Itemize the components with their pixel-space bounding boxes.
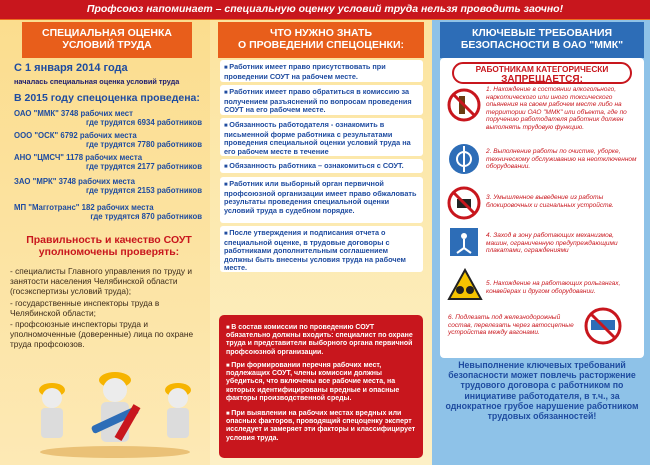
red-item-text: При формировании перечня рабочих мест, подлежащих СОУТ, члены комиссии должны убедиться, что включены все рабочие места, на которых идентифицированы вредные и опасные факторы производственной среды. bbox=[226, 362, 400, 402]
check-item: - специалисты Главного управления по труду и занятости населения Челябинской области (госэкспертизы условий труда); bbox=[10, 266, 192, 297]
prohibition-title-line: РАБОТНИКАМ КАТЕГОРИЧЕСКИ bbox=[475, 64, 609, 74]
know-item-text: Работник или выборный орган первичной профсоюзной организации имеет право обжаловать результаты проведения специальной оценки условий труда в судебном порядке. bbox=[224, 179, 417, 215]
banner-line: УСЛОВИЙ ТРУДА bbox=[62, 38, 152, 51]
checks-list bbox=[10, 266, 206, 350]
banner-line: О ПРОВЕДЕНИИ СПЕЦОЦЕНКИ: bbox=[237, 38, 404, 51]
bullet-icon: ■ bbox=[224, 65, 230, 71]
bullet-icon: ■ bbox=[224, 123, 230, 129]
banner-line: СПЕЦИАЛЬНАЯ ОЦЕНКА bbox=[41, 27, 173, 39]
red-item-text: В состав комиссии по проведению СОУТ обязательно должны входить: специалист по охране труда и представители выборного органа первичной профсоюзной организации. bbox=[226, 324, 413, 356]
entry-people: где трудятся 7780 работников bbox=[86, 140, 202, 150]
bullet-icon: ■ bbox=[226, 411, 232, 417]
check-item: - профсоюзные инспекторы труда и уполномоченные (доверенные) лица по охране труда профсоюзов. bbox=[10, 319, 194, 350]
since-date: С 1 января 2014 года bbox=[14, 62, 128, 74]
rule-4: 4. Заход в зону работающих механизмов, машин, ограниченную предупреждающими плакатами, ограждениями bbox=[486, 232, 618, 255]
entry-people: где трудятся 870 работников bbox=[90, 212, 202, 222]
know-item-3 bbox=[220, 118, 423, 156]
know-item-text: Работник имеет право обратиться в комиссию за получением разъяснений по вопросам проведения СОУТ на его рабочем месте. bbox=[224, 87, 412, 115]
entry-4 bbox=[14, 177, 202, 195]
red-item-2 bbox=[226, 362, 416, 403]
know-item-text: Обязанность работника – ознакомиться с СОУТ. bbox=[229, 161, 404, 170]
workers-illustration bbox=[30, 360, 200, 460]
banner-line: КЛЮЧЕВЫЕ ТРЕБОВАНИЯ bbox=[471, 27, 613, 39]
entry-org: АНО "ЦМСЧ" 1178 рабочих места bbox=[14, 153, 143, 162]
entry-org: ОАО "ММК" 3748 рабочих мест bbox=[14, 109, 133, 118]
entry-org: ЗАО "МРК" 3748 рабочих места bbox=[14, 177, 135, 186]
know-item-text: Обязанность работодателя - ознакомить в письменной форме работника с результатами проведения специальной оценки условий труда на его рабочем месте в течение bbox=[224, 120, 411, 156]
rule-1: 1. Нахождение в состоянии алкогольного, наркотического или иного токсического опьянения на своем рабочем месте либо на территории ОАО "ММК" или объекта, где по поручению работодателя работник должен выполнять трудовую функцию. bbox=[486, 86, 627, 131]
entry-5 bbox=[14, 203, 202, 221]
bullet-icon: ■ bbox=[224, 231, 230, 237]
year-head: В 2015 году спецоценка проведена: bbox=[14, 92, 200, 104]
know-item-1 bbox=[220, 60, 423, 82]
bullet-icon: ■ bbox=[224, 164, 230, 170]
since-sub: началась специальная оценка условий труда bbox=[14, 77, 180, 86]
know-item-2 bbox=[220, 85, 423, 115]
conveyor-hazard-icon bbox=[447, 268, 483, 302]
rule-3: 3. Умышленное выведение из работы блокировочных и сигнальных устройств. bbox=[486, 194, 614, 209]
worker-center-icon bbox=[91, 372, 141, 442]
top-notice: Профсоюз напоминает – специальную оценку условий труда нельзя проводить заочно! bbox=[0, 0, 650, 19]
banner-line: БЕЗОПАСНОСТИ В ОАО "ММК" bbox=[460, 38, 624, 51]
entry-people: где трудятся 2153 работников bbox=[86, 186, 202, 196]
no-disable-interlock-icon bbox=[447, 186, 481, 220]
bullet-icon: ■ bbox=[226, 363, 232, 369]
no-maintenance-icon bbox=[447, 142, 481, 176]
red-item-text: При выявлении на рабочих местах вредных или опасных факторов, проводящий спецоценку эксперт исследует и замеряет эти факторы и классифицирует условия труда. bbox=[226, 410, 416, 442]
worker-left-icon bbox=[39, 383, 65, 438]
entry-org: ООО "ОСК" 6792 рабочих места bbox=[14, 131, 137, 140]
know-item-5 bbox=[220, 177, 423, 223]
no-railway-crossing-icon bbox=[583, 306, 623, 346]
red-item-1 bbox=[226, 324, 416, 357]
know-item-6 bbox=[220, 226, 423, 272]
banner-what-to-know bbox=[218, 22, 424, 58]
rule-6: 6. Подлезать под железнодорожный состав, перелезать через автосцепные устройства между вагонами. bbox=[448, 314, 574, 337]
entry-1 bbox=[14, 109, 202, 127]
know-item-text: После утверждения и подписания отчета о специальной оценке, в трудовые договоры с работниками дополнительным соглашением должны быть внесены условия труда на рабочем месте. bbox=[224, 228, 406, 273]
check-head-line: Правильность и качество СОУТ bbox=[26, 234, 192, 246]
bullet-icon: ■ bbox=[224, 90, 230, 96]
check-head-line: уполномочены проверять: bbox=[38, 246, 180, 258]
entry-2 bbox=[14, 131, 202, 149]
entry-org: МП "Магготранс" 182 рабочих места bbox=[14, 203, 154, 212]
check-head bbox=[14, 234, 204, 258]
red-item-3 bbox=[226, 410, 416, 443]
banner-key-requirements bbox=[440, 22, 644, 58]
bullet-icon: ■ bbox=[226, 325, 232, 331]
warning-footer: Невыполнение ключевых требований безопасности может повлечь расторжение трудового договора с работником по инициативе работодателя, в т.ч., за однократное грубое нарушение работником трудовых обязанностей! bbox=[445, 360, 639, 422]
danger-zone-icon bbox=[447, 226, 481, 258]
banner-line: ЧТО НУЖНО ЗНАТЬ bbox=[269, 27, 373, 39]
entry-3 bbox=[14, 153, 202, 171]
worker-right-icon bbox=[165, 383, 191, 438]
check-item: - государственные инспекторы труда в Челябинской области; bbox=[10, 297, 160, 318]
know-item-text: Работник имеет право присутствовать при проведении СОУТ на рабочем месте. bbox=[224, 62, 386, 81]
banner-special-assessment bbox=[22, 22, 192, 58]
entry-people: где трудятся 2177 работников bbox=[86, 162, 202, 172]
know-item-4 bbox=[220, 159, 423, 173]
prohibition-title-line: ЗАПРЕЩАЕТСЯ: bbox=[501, 73, 583, 85]
prohibition-title bbox=[452, 62, 632, 84]
rule-5: 5. Нахождение на работающих рольгангах, конвейерах и другом оборудовании. bbox=[486, 280, 621, 295]
bullet-icon: ■ bbox=[224, 182, 230, 188]
rule-2: 2. Выполнение работы по очистке, уборке, техническому обслуживанию на неотключенном оборудовании. bbox=[486, 148, 637, 171]
entry-people: где трудятся 6934 работников bbox=[86, 118, 202, 128]
no-alcohol-icon bbox=[447, 88, 481, 122]
